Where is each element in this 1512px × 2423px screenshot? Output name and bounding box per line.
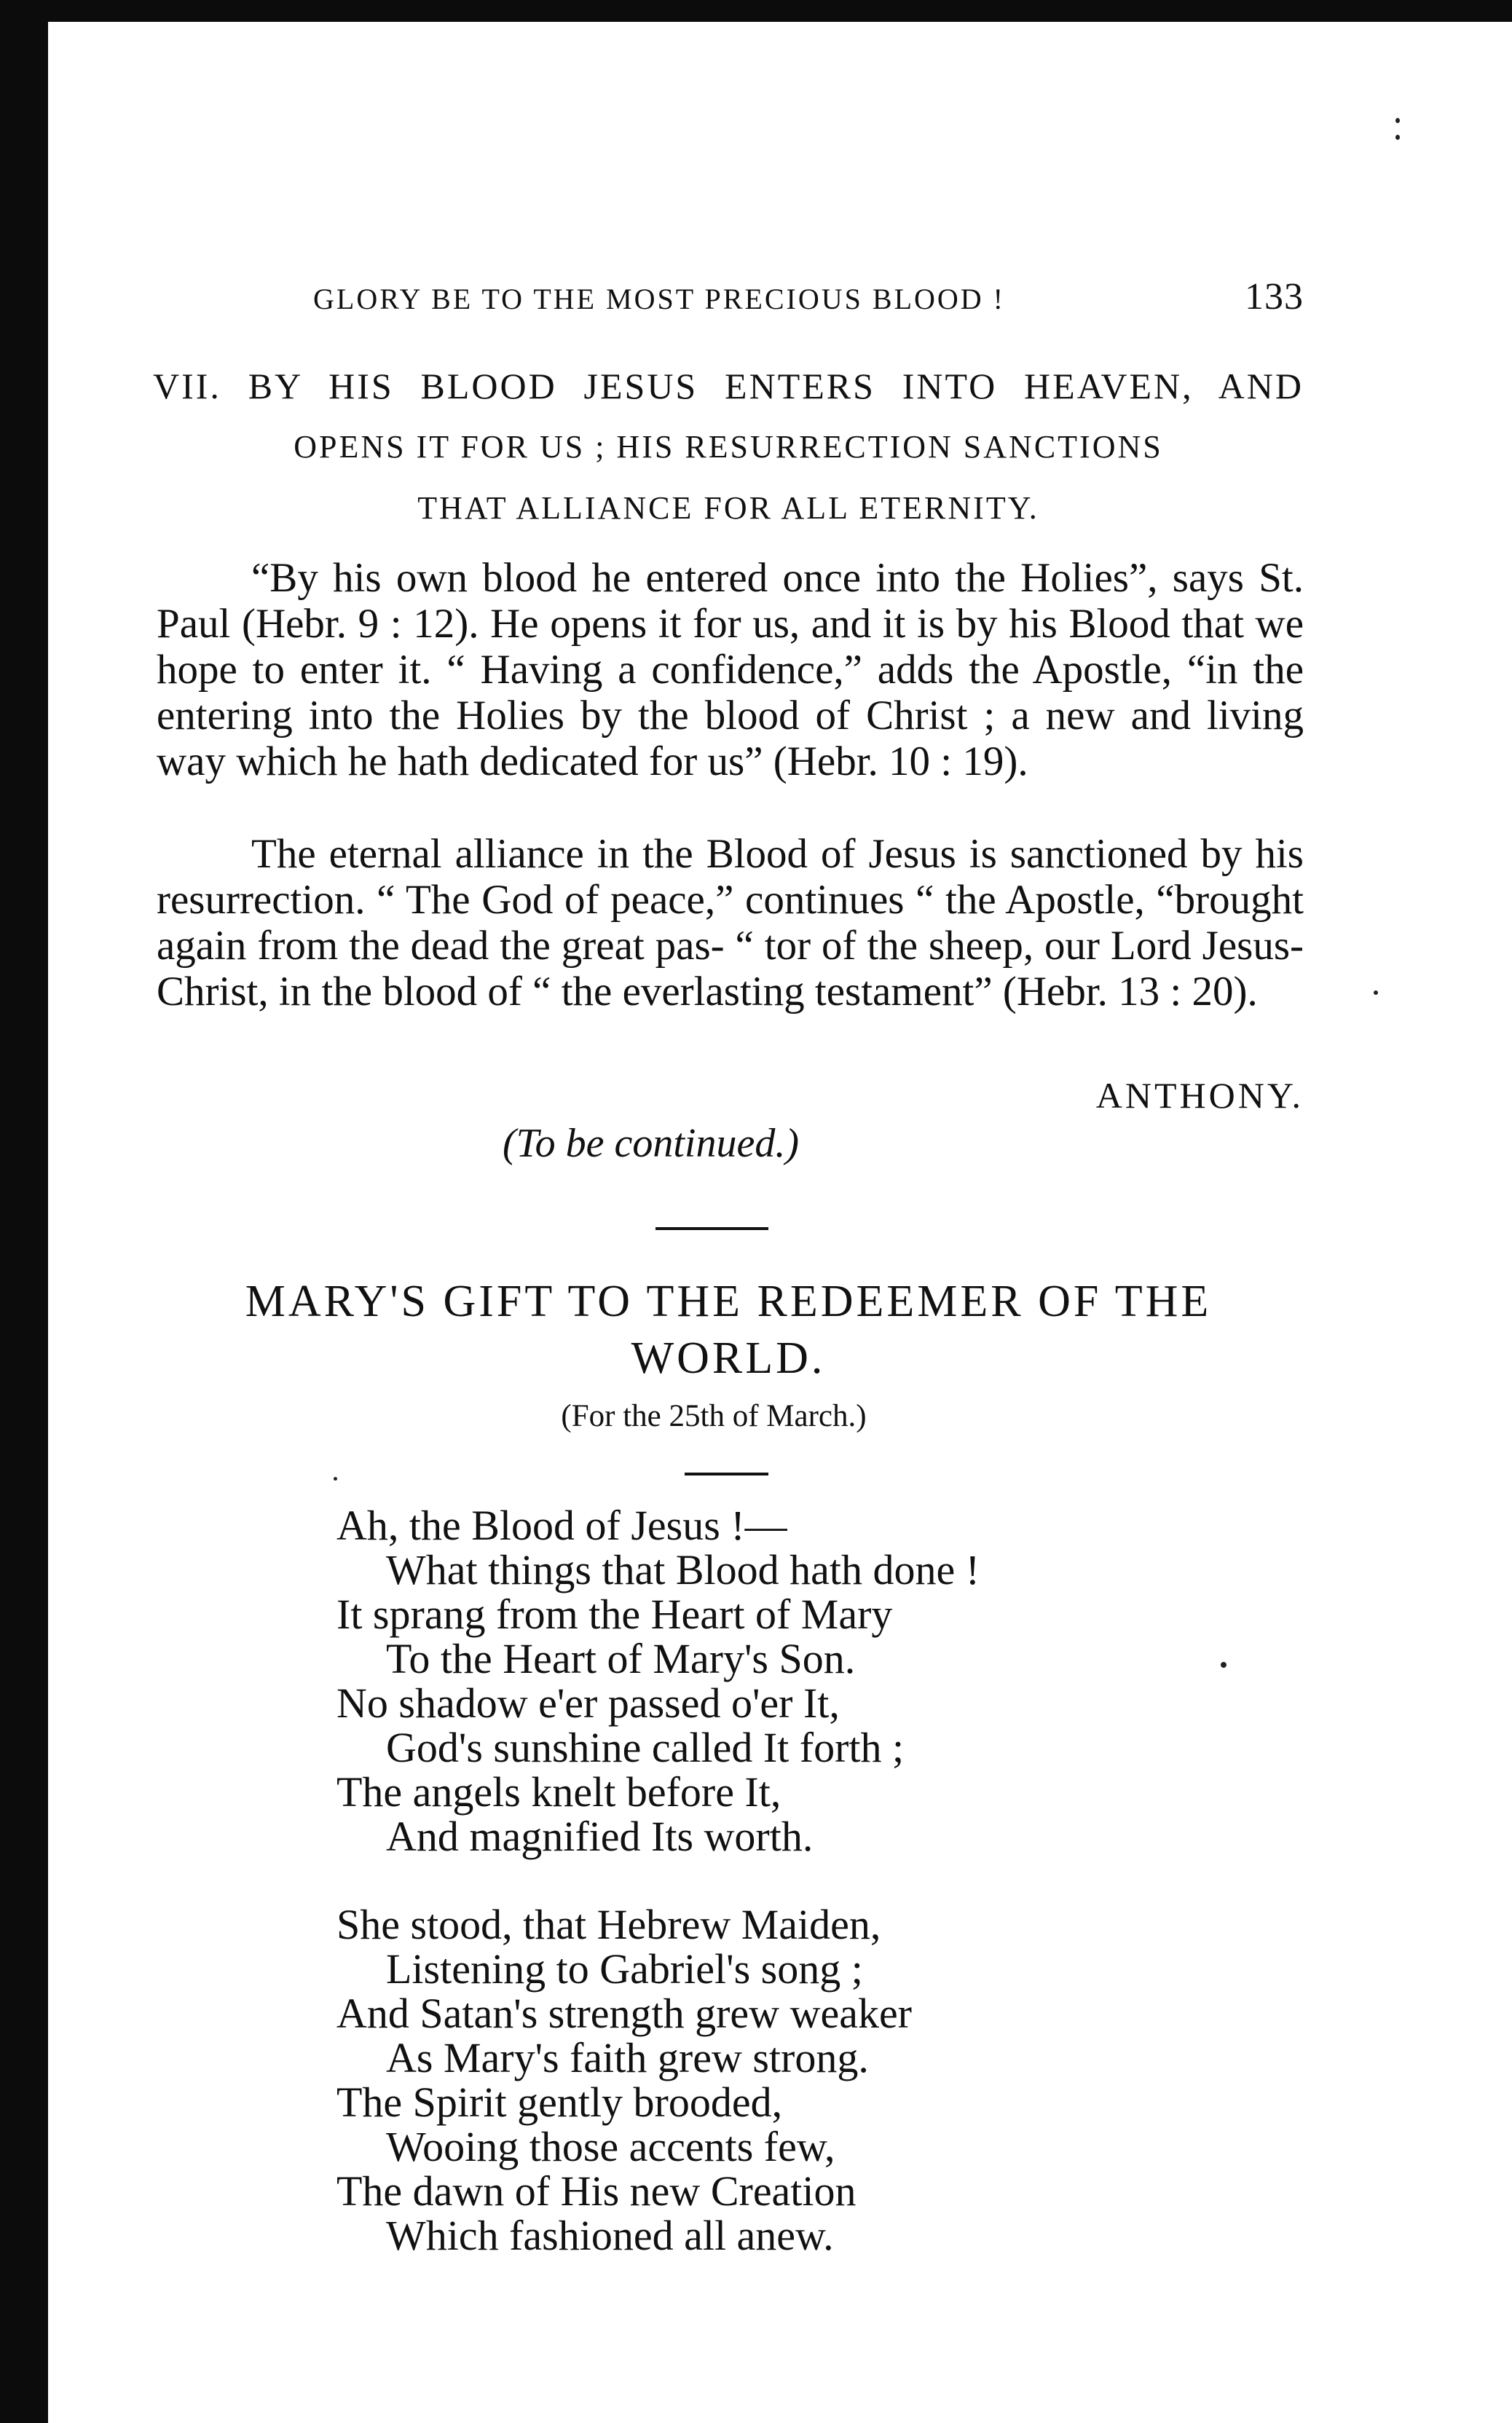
running-head-title: GLORY BE TO THE MOST PRECIOUS BLOOD !	[313, 283, 1005, 315]
poem-line: As Mary's faith grew strong.	[386, 2034, 869, 2081]
poem-line: She stood, that Hebrew Maiden,	[336, 1901, 881, 1948]
page-number: 133	[1245, 276, 1304, 318]
poem-line: And magnified Its worth.	[386, 1813, 814, 1860]
section-heading-line: VII. BY HIS BLOOD JESUS ENTERS INTO HEAVEN, AND	[153, 366, 1304, 406]
poem-line: God's sunshine called It forth ;	[386, 1724, 905, 1771]
poem-line: Ah, the Blood of Jesus !—	[336, 1502, 787, 1549]
poem-line: The Spirit gently brooded,	[336, 2079, 783, 2126]
article-title	[146, 1273, 1311, 1387]
paragraph-text: “By his own blood he entered once into the Holies”, says St. Paul (Hebr. 9 : 12). He opens it for us, and it is by his Blood that we hope to enter it. “ Having a confidence,” adds the Apostle, “in the entering into the Holies by the blood of Christ ; a new and living way which he hath dedicated for us” (Hebr. 10 : 19).	[157, 555, 1304, 784]
poem-line: Listening to Gabriel's song ;	[386, 1945, 863, 1993]
poem-stanza	[336, 1503, 1210, 1859]
section-divider	[655, 1227, 768, 1230]
poem-line: Wooing those accents few,	[386, 2123, 835, 2170]
paragraph	[157, 831, 1304, 1014]
paragraph	[157, 555, 1304, 784]
poem-line: And Satan's strength grew weaker	[336, 1990, 912, 2037]
article-subtitle: (For the 25th of March.)	[561, 1399, 867, 1433]
author-signature: ANTHONY.	[1095, 1075, 1304, 1116]
poem-line: The angels knelt before It,	[336, 1768, 781, 1816]
continued-note: (To be continued.)	[503, 1121, 799, 1166]
poem-line: The dawn of His new Creation	[336, 2167, 857, 2215]
poem-line: To the Heart of Mary's Son.	[386, 1635, 856, 1682]
paragraph-text: The eternal alliance in the Blood of Jesus is sanctioned by his resurrection. “ The God of peace,” continues “ the Apostle, “brought again from the dead the great pas- “ tor of the sheep, our Lord Jesus-Christ, in the blood of “ the everlasting testament” (Hebr. 13 : 20).	[157, 831, 1304, 1014]
poem-line: It sprang from the Heart of Mary	[336, 1591, 893, 1638]
poem-stanza	[336, 1902, 1210, 2258]
article-title-line: MARY'S GIFT TO THE REDEEMER OF THE	[245, 1277, 1212, 1326]
poem-line: No shadow e'er passed o'er It,	[336, 1679, 840, 1727]
title-divider	[685, 1473, 768, 1476]
section-heading-line: THAT ALLIANCE FOR ALL ETERNITY.	[417, 490, 1039, 526]
section-heading	[153, 355, 1304, 539]
poem-line: Which fashioned all anew.	[386, 2212, 834, 2259]
article-title-line: WORLD.	[631, 1333, 826, 1383]
poem-line: What things that Blood hath done !	[386, 1546, 980, 1593]
section-heading-line: OPENS IT FOR US ; HIS RESURRECTION SANCTIONS	[294, 429, 1163, 465]
running-head	[313, 275, 1304, 318]
